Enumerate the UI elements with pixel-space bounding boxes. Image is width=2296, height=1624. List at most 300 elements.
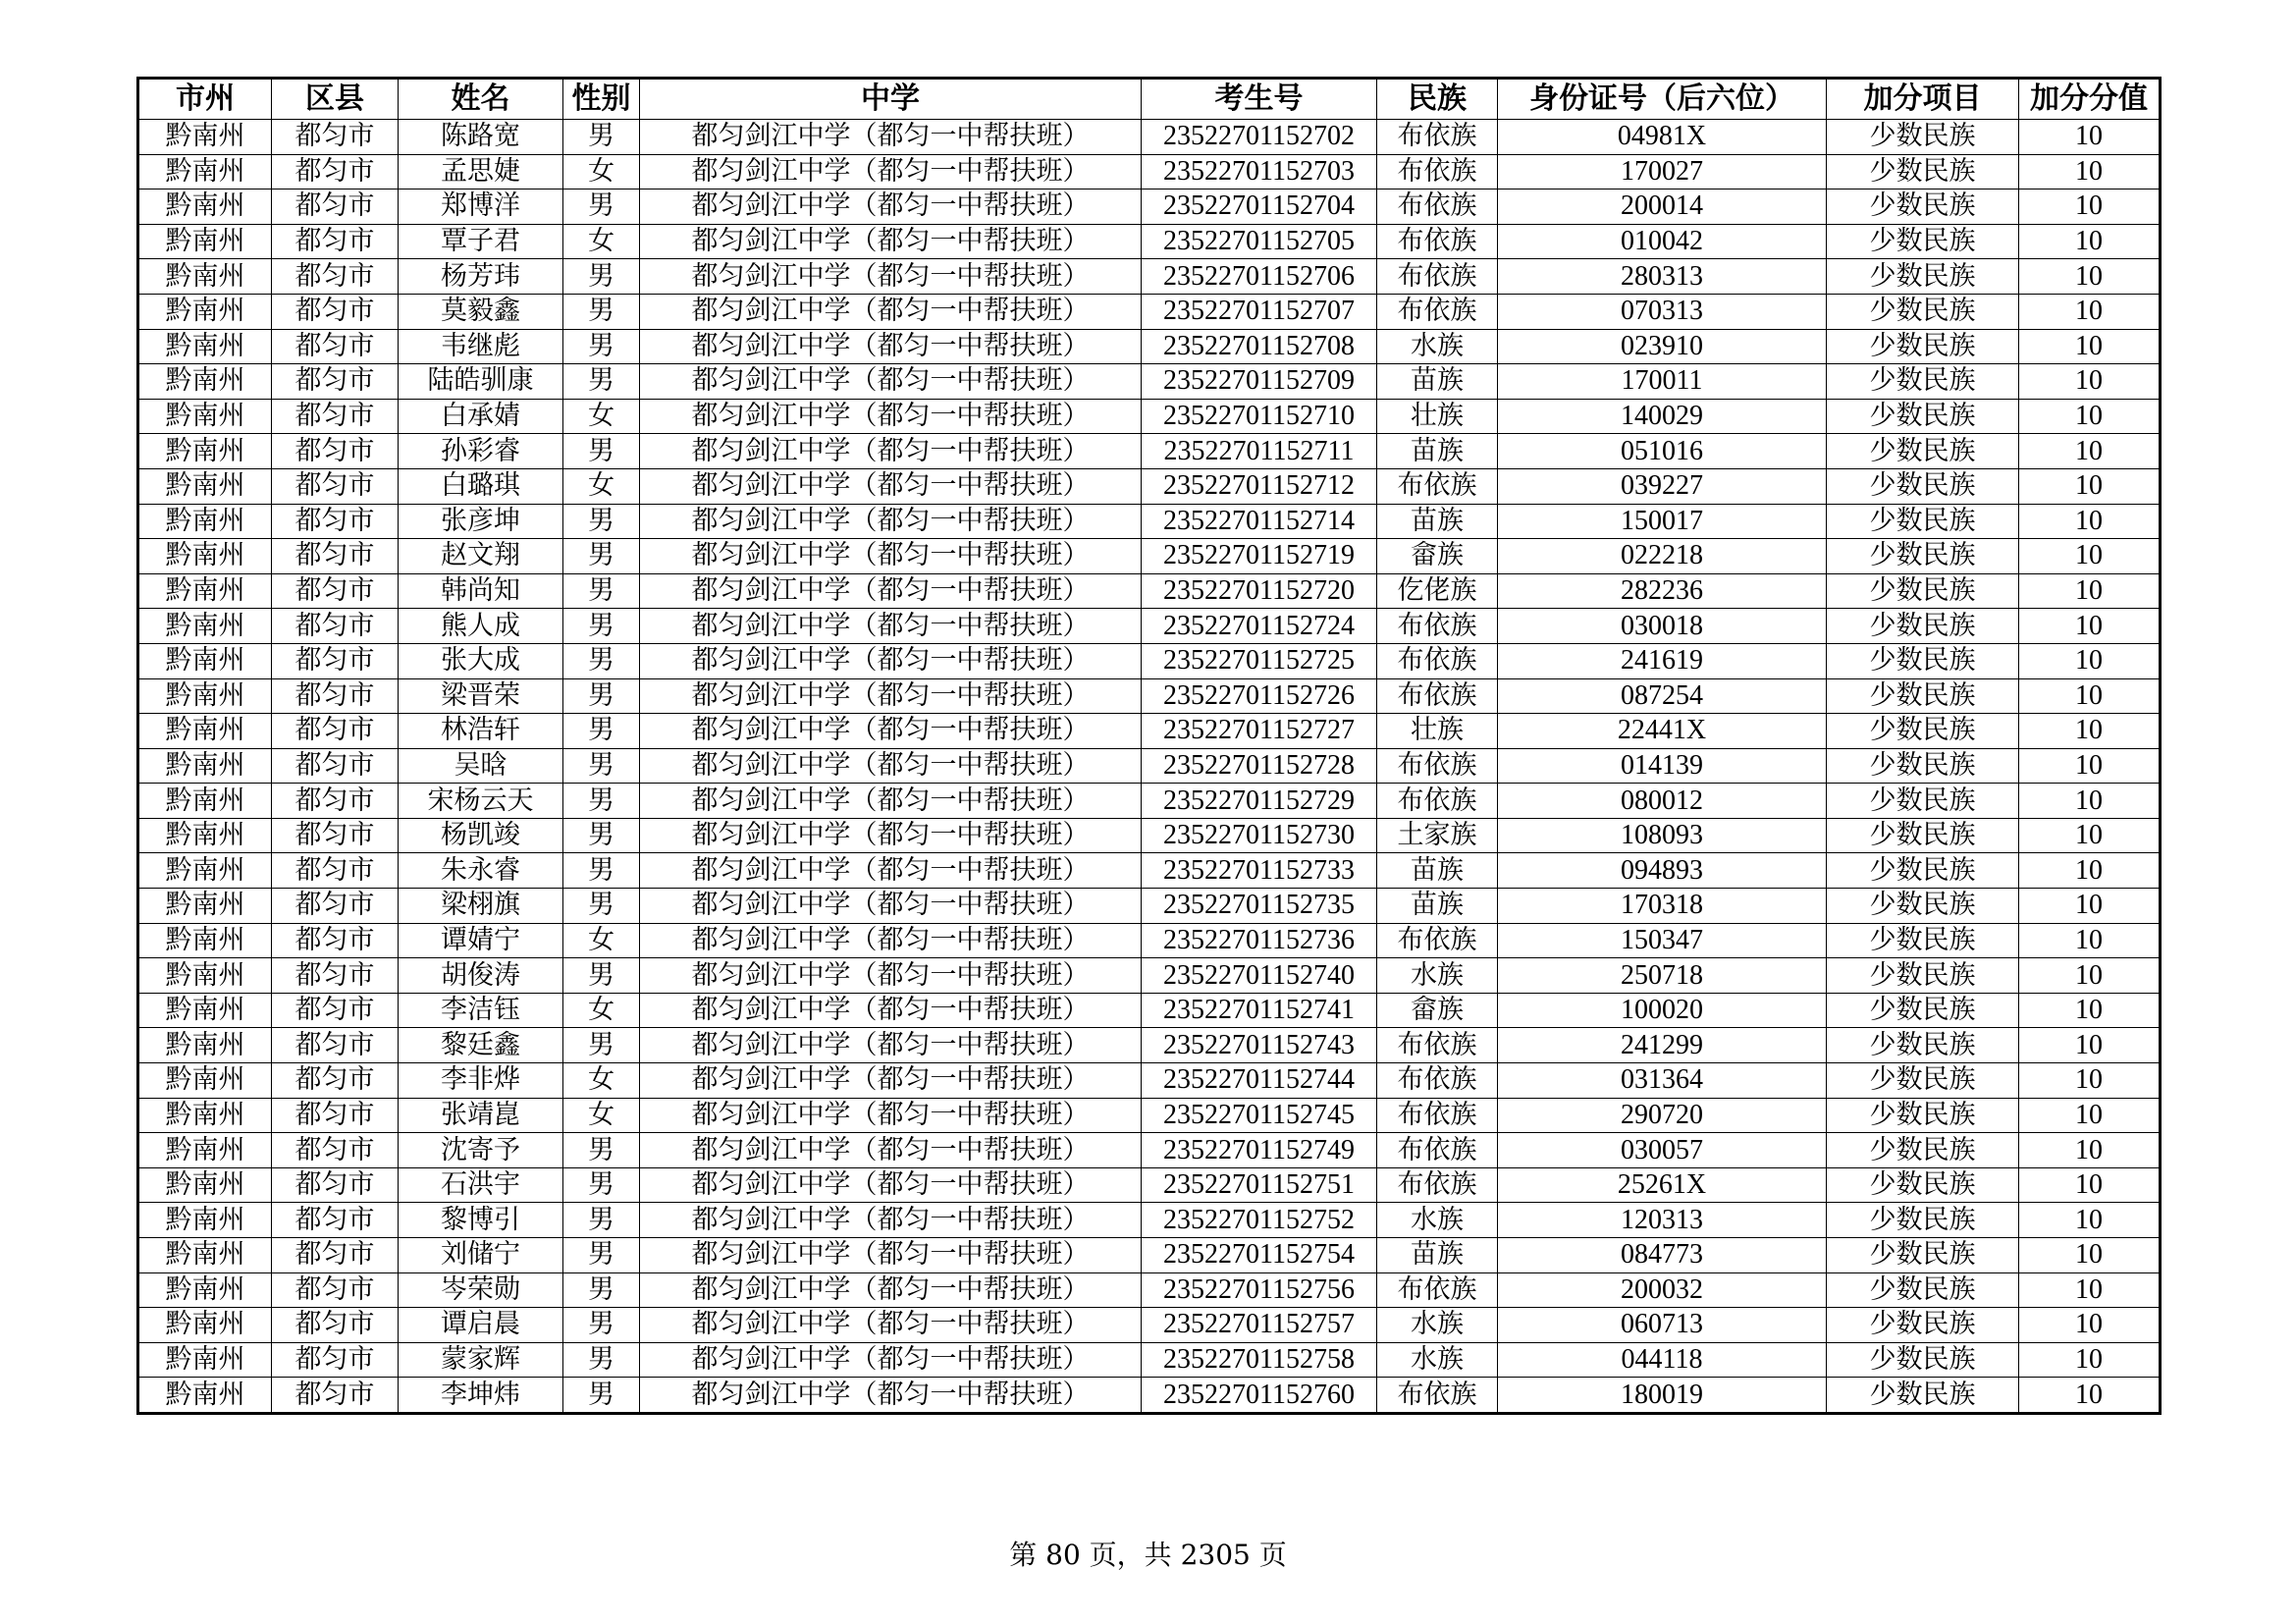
cell-name: 张大成 — [399, 643, 563, 678]
cell-ethnicity: 畲族 — [1377, 993, 1498, 1028]
cell-id-suffix: 010042 — [1498, 224, 1827, 259]
cell-bonus-item: 少数民族 — [1827, 678, 2019, 714]
cell-id-suffix: 030057 — [1498, 1133, 1827, 1168]
cell-school: 都匀剑江中学（都匀一中帮扶班） — [640, 1167, 1142, 1203]
cell-school: 都匀剑江中学（都匀一中帮扶班） — [640, 958, 1142, 994]
cell-id-suffix: 200014 — [1498, 189, 1827, 225]
cell-bonus-item: 少数民族 — [1827, 1342, 2019, 1378]
cell-gender: 女 — [563, 399, 640, 434]
cell-exam-number: 23522701152724 — [1142, 609, 1377, 644]
table-row — [138, 923, 2161, 958]
cell-city: 黔南州 — [138, 539, 272, 574]
cell-bonus-item: 少数民族 — [1827, 923, 2019, 958]
cell-bonus-score: 10 — [2019, 1133, 2161, 1168]
cell-name: 覃子君 — [399, 224, 563, 259]
cell-bonus-score: 10 — [2019, 609, 2161, 644]
cell-gender: 男 — [563, 434, 640, 469]
cell-ethnicity: 布依族 — [1377, 154, 1498, 189]
cell-bonus-item: 少数民族 — [1827, 399, 2019, 434]
cell-school: 都匀剑江中学（都匀一中帮扶班） — [640, 1238, 1142, 1273]
cell-city: 黔南州 — [138, 678, 272, 714]
cell-exam-number: 23522701152727 — [1142, 714, 1377, 749]
table-row — [138, 189, 2161, 225]
cell-exam-number: 23522701152754 — [1142, 1238, 1377, 1273]
cell-bonus-item: 少数民族 — [1827, 853, 2019, 889]
table-row — [138, 294, 2161, 329]
cell-gender: 女 — [563, 224, 640, 259]
cell-gender: 男 — [563, 748, 640, 784]
cell-exam-number: 23522701152752 — [1142, 1203, 1377, 1238]
cell-id-suffix: 070313 — [1498, 294, 1827, 329]
cell-ethnicity: 苗族 — [1377, 364, 1498, 400]
cell-school: 都匀剑江中学（都匀一中帮扶班） — [640, 818, 1142, 853]
cell-bonus-score: 10 — [2019, 853, 2161, 889]
cell-bonus-item: 少数民族 — [1827, 609, 2019, 644]
cell-ethnicity: 壮族 — [1377, 399, 1498, 434]
cell-bonus-score: 10 — [2019, 573, 2161, 609]
cell-gender: 男 — [563, 784, 640, 819]
cell-id-suffix: 22441X — [1498, 714, 1827, 749]
cell-bonus-score: 10 — [2019, 1098, 2161, 1133]
cell-bonus-item: 少数民族 — [1827, 784, 2019, 819]
cell-bonus-item: 少数民族 — [1827, 154, 2019, 189]
cell-ethnicity: 苗族 — [1377, 434, 1498, 469]
cell-bonus-item: 少数民族 — [1827, 1203, 2019, 1238]
cell-gender: 男 — [563, 1238, 640, 1273]
cell-gender: 男 — [563, 818, 640, 853]
cell-ethnicity: 布依族 — [1377, 784, 1498, 819]
cell-bonus-item: 少数民族 — [1827, 468, 2019, 504]
cell-exam-number: 23522701152702 — [1142, 120, 1377, 155]
cell-bonus-item: 少数民族 — [1827, 329, 2019, 364]
cell-county: 都匀市 — [272, 853, 399, 889]
cell-id-suffix: 290720 — [1498, 1098, 1827, 1133]
cell-city: 黔南州 — [138, 224, 272, 259]
cell-gender: 男 — [563, 643, 640, 678]
cell-school: 都匀剑江中学（都匀一中帮扶班） — [640, 504, 1142, 539]
cell-bonus-score: 10 — [2019, 714, 2161, 749]
cell-bonus-item: 少数民族 — [1827, 818, 2019, 853]
cell-county: 都匀市 — [272, 468, 399, 504]
cell-city: 黔南州 — [138, 294, 272, 329]
cell-school: 都匀剑江中学（都匀一中帮扶班） — [640, 329, 1142, 364]
cell-county: 都匀市 — [272, 1133, 399, 1168]
cell-county: 都匀市 — [272, 154, 399, 189]
cell-gender: 男 — [563, 714, 640, 749]
cell-county: 都匀市 — [272, 1098, 399, 1133]
cell-id-suffix: 022218 — [1498, 539, 1827, 574]
cell-school: 都匀剑江中学（都匀一中帮扶班） — [640, 573, 1142, 609]
cell-city: 黔南州 — [138, 714, 272, 749]
table-row — [138, 889, 2161, 924]
cell-bonus-item: 少数民族 — [1827, 434, 2019, 469]
cell-ethnicity: 布依族 — [1377, 189, 1498, 225]
cell-name: 蒙家辉 — [399, 1342, 563, 1378]
cell-name: 刘储宁 — [399, 1238, 563, 1273]
cell-name: 吴晗 — [399, 748, 563, 784]
cell-id-suffix: 280313 — [1498, 259, 1827, 295]
cell-name: 白承婧 — [399, 399, 563, 434]
cell-ethnicity: 布依族 — [1377, 120, 1498, 155]
cell-city: 黔南州 — [138, 1378, 272, 1414]
cell-school: 都匀剑江中学（都匀一中帮扶班） — [640, 714, 1142, 749]
cell-city: 黔南州 — [138, 1272, 272, 1308]
cell-city: 黔南州 — [138, 1342, 272, 1378]
cell-gender: 男 — [563, 958, 640, 994]
cell-bonus-item: 少数民族 — [1827, 1272, 2019, 1308]
cell-school: 都匀剑江中学（都匀一中帮扶班） — [640, 434, 1142, 469]
header-id-suffix: 身份证号（后六位） — [1498, 79, 1827, 120]
cell-county: 都匀市 — [272, 678, 399, 714]
cell-ethnicity: 苗族 — [1377, 853, 1498, 889]
cell-exam-number: 23522701152705 — [1142, 224, 1377, 259]
table-row — [138, 1272, 2161, 1308]
cell-county: 都匀市 — [272, 259, 399, 295]
cell-school: 都匀剑江中学（都匀一中帮扶班） — [640, 784, 1142, 819]
cell-city: 黔南州 — [138, 189, 272, 225]
cell-school: 都匀剑江中学（都匀一中帮扶班） — [640, 1028, 1142, 1063]
cell-id-suffix: 150017 — [1498, 504, 1827, 539]
cell-id-suffix: 084773 — [1498, 1238, 1827, 1273]
cell-bonus-item: 少数民族 — [1827, 958, 2019, 994]
cell-city: 黔南州 — [138, 1167, 272, 1203]
cell-school: 都匀剑江中学（都匀一中帮扶班） — [640, 294, 1142, 329]
cell-id-suffix: 170027 — [1498, 154, 1827, 189]
table-row — [138, 993, 2161, 1028]
header-row — [138, 79, 2161, 120]
cell-exam-number: 23522701152733 — [1142, 853, 1377, 889]
cell-bonus-score: 10 — [2019, 259, 2161, 295]
cell-bonus-score: 10 — [2019, 818, 2161, 853]
cell-gender: 男 — [563, 678, 640, 714]
cell-gender: 女 — [563, 1098, 640, 1133]
cell-id-suffix: 060713 — [1498, 1308, 1827, 1343]
cell-id-suffix: 04981X — [1498, 120, 1827, 155]
cell-id-suffix: 241299 — [1498, 1028, 1827, 1063]
cell-exam-number: 23522701152743 — [1142, 1028, 1377, 1063]
cell-bonus-score: 10 — [2019, 889, 2161, 924]
cell-bonus-score: 10 — [2019, 958, 2161, 994]
cell-bonus-score: 10 — [2019, 1203, 2161, 1238]
cell-city: 黔南州 — [138, 1133, 272, 1168]
cell-county: 都匀市 — [272, 364, 399, 400]
header-city: 市州 — [138, 79, 272, 120]
cell-exam-number: 23522701152720 — [1142, 573, 1377, 609]
cell-bonus-item: 少数民族 — [1827, 1063, 2019, 1099]
cell-bonus-score: 10 — [2019, 643, 2161, 678]
cell-ethnicity: 畲族 — [1377, 539, 1498, 574]
cell-county: 都匀市 — [272, 1063, 399, 1099]
cell-id-suffix: 282236 — [1498, 573, 1827, 609]
header-school: 中学 — [640, 79, 1142, 120]
cell-bonus-score: 10 — [2019, 1028, 2161, 1063]
cell-bonus-score: 10 — [2019, 224, 2161, 259]
cell-id-suffix: 108093 — [1498, 818, 1827, 853]
cell-name: 熊人成 — [399, 609, 563, 644]
table-row — [138, 468, 2161, 504]
cell-ethnicity: 布依族 — [1377, 1378, 1498, 1414]
cell-ethnicity: 壮族 — [1377, 714, 1498, 749]
cell-county: 都匀市 — [272, 504, 399, 539]
cell-gender: 男 — [563, 294, 640, 329]
cell-county: 都匀市 — [272, 1272, 399, 1308]
cell-gender: 男 — [563, 889, 640, 924]
table-row — [138, 1238, 2161, 1273]
cell-county: 都匀市 — [272, 399, 399, 434]
cell-county: 都匀市 — [272, 958, 399, 994]
cell-id-suffix: 170318 — [1498, 889, 1827, 924]
cell-school: 都匀剑江中学（都匀一中帮扶班） — [640, 539, 1142, 574]
cell-school: 都匀剑江中学（都匀一中帮扶班） — [640, 1272, 1142, 1308]
cell-ethnicity: 布依族 — [1377, 1063, 1498, 1099]
cell-county: 都匀市 — [272, 1378, 399, 1414]
cell-name: 孙彩睿 — [399, 434, 563, 469]
cell-county: 都匀市 — [272, 1342, 399, 1378]
cell-city: 黔南州 — [138, 364, 272, 400]
cell-gender: 男 — [563, 539, 640, 574]
cell-county: 都匀市 — [272, 1238, 399, 1273]
table-row — [138, 434, 2161, 469]
cell-ethnicity: 布依族 — [1377, 609, 1498, 644]
cell-name: 孟思婕 — [399, 154, 563, 189]
header-ethnicity: 民族 — [1377, 79, 1498, 120]
cell-school: 都匀剑江中学（都匀一中帮扶班） — [640, 259, 1142, 295]
cell-bonus-score: 10 — [2019, 993, 2161, 1028]
cell-id-suffix: 241619 — [1498, 643, 1827, 678]
table-row — [138, 1167, 2161, 1203]
cell-school: 都匀剑江中学（都匀一中帮扶班） — [640, 120, 1142, 155]
cell-gender: 男 — [563, 259, 640, 295]
cell-bonus-score: 10 — [2019, 1272, 2161, 1308]
cell-exam-number: 23522701152751 — [1142, 1167, 1377, 1203]
cell-bonus-item: 少数民族 — [1827, 714, 2019, 749]
cell-exam-number: 23522701152708 — [1142, 329, 1377, 364]
table-row — [138, 1028, 2161, 1063]
cell-exam-number: 23522701152728 — [1142, 748, 1377, 784]
cell-city: 黔南州 — [138, 504, 272, 539]
cell-gender: 男 — [563, 609, 640, 644]
cell-bonus-item: 少数民族 — [1827, 259, 2019, 295]
cell-id-suffix: 039227 — [1498, 468, 1827, 504]
cell-exam-number: 23522701152730 — [1142, 818, 1377, 853]
cell-bonus-item: 少数民族 — [1827, 189, 2019, 225]
cell-bonus-score: 10 — [2019, 329, 2161, 364]
cell-school: 都匀剑江中学（都匀一中帮扶班） — [640, 399, 1142, 434]
cell-bonus-item: 少数民族 — [1827, 1028, 2019, 1063]
cell-name: 白璐琪 — [399, 468, 563, 504]
cell-id-suffix: 023910 — [1498, 329, 1827, 364]
cell-gender: 男 — [563, 853, 640, 889]
cell-id-suffix: 120313 — [1498, 1203, 1827, 1238]
table-row — [138, 1203, 2161, 1238]
cell-ethnicity: 布依族 — [1377, 1028, 1498, 1063]
cell-ethnicity: 布依族 — [1377, 259, 1498, 295]
cell-id-suffix: 087254 — [1498, 678, 1827, 714]
cell-id-suffix: 140029 — [1498, 399, 1827, 434]
table-row — [138, 678, 2161, 714]
cell-bonus-score: 10 — [2019, 748, 2161, 784]
cell-city: 黔南州 — [138, 329, 272, 364]
cell-ethnicity: 水族 — [1377, 1203, 1498, 1238]
cell-bonus-score: 10 — [2019, 1238, 2161, 1273]
cell-id-suffix: 150347 — [1498, 923, 1827, 958]
cell-gender: 男 — [563, 1272, 640, 1308]
cell-city: 黔南州 — [138, 399, 272, 434]
cell-exam-number: 23522701152719 — [1142, 539, 1377, 574]
cell-ethnicity: 水族 — [1377, 958, 1498, 994]
cell-gender: 男 — [563, 120, 640, 155]
cell-city: 黔南州 — [138, 468, 272, 504]
cell-school: 都匀剑江中学（都匀一中帮扶班） — [640, 853, 1142, 889]
cell-id-suffix: 100020 — [1498, 993, 1827, 1028]
cell-id-suffix: 25261X — [1498, 1167, 1827, 1203]
cell-bonus-score: 10 — [2019, 1167, 2161, 1203]
cell-exam-number: 23522701152703 — [1142, 154, 1377, 189]
header-county: 区县 — [272, 79, 399, 120]
cell-city: 黔南州 — [138, 784, 272, 819]
cell-gender: 男 — [563, 1378, 640, 1414]
cell-ethnicity: 布依族 — [1377, 468, 1498, 504]
cell-school: 都匀剑江中学（都匀一中帮扶班） — [640, 1203, 1142, 1238]
table-row — [138, 853, 2161, 889]
cell-city: 黔南州 — [138, 120, 272, 155]
cell-id-suffix: 180019 — [1498, 1378, 1827, 1414]
table-row — [138, 748, 2161, 784]
header-name: 姓名 — [399, 79, 563, 120]
cell-county: 都匀市 — [272, 224, 399, 259]
cell-gender: 男 — [563, 1167, 640, 1203]
cell-county: 都匀市 — [272, 539, 399, 574]
cell-ethnicity: 布依族 — [1377, 748, 1498, 784]
cell-bonus-item: 少数民族 — [1827, 504, 2019, 539]
cell-school: 都匀剑江中学（都匀一中帮扶班） — [640, 889, 1142, 924]
header-bonus-item: 加分项目 — [1827, 79, 2019, 120]
cell-gender: 男 — [563, 1133, 640, 1168]
cell-name: 陈路宽 — [399, 120, 563, 155]
cell-bonus-item: 少数民族 — [1827, 1133, 2019, 1168]
cell-name: 黎博引 — [399, 1203, 563, 1238]
cell-bonus-item: 少数民族 — [1827, 539, 2019, 574]
cell-name: 张彦坤 — [399, 504, 563, 539]
cell-name: 沈寄予 — [399, 1133, 563, 1168]
cell-school: 都匀剑江中学（都匀一中帮扶班） — [640, 468, 1142, 504]
table-row — [138, 329, 2161, 364]
cell-county: 都匀市 — [272, 748, 399, 784]
cell-bonus-score: 10 — [2019, 154, 2161, 189]
cell-name: 韦继彪 — [399, 329, 563, 364]
cell-school: 都匀剑江中学（都匀一中帮扶班） — [640, 748, 1142, 784]
cell-ethnicity: 苗族 — [1377, 504, 1498, 539]
cell-city: 黔南州 — [138, 434, 272, 469]
cell-city: 黔南州 — [138, 1203, 272, 1238]
cell-county: 都匀市 — [272, 1308, 399, 1343]
cell-school: 都匀剑江中学（都匀一中帮扶班） — [640, 154, 1142, 189]
cell-exam-number: 23522701152726 — [1142, 678, 1377, 714]
cell-gender: 男 — [563, 573, 640, 609]
cell-name: 胡俊涛 — [399, 958, 563, 994]
cell-bonus-item: 少数民族 — [1827, 573, 2019, 609]
cell-school: 都匀剑江中学（都匀一中帮扶班） — [640, 1133, 1142, 1168]
cell-bonus-item: 少数民族 — [1827, 889, 2019, 924]
cell-exam-number: 23522701152710 — [1142, 399, 1377, 434]
cell-city: 黔南州 — [138, 259, 272, 295]
cell-name: 梁晋荣 — [399, 678, 563, 714]
cell-bonus-item: 少数民族 — [1827, 294, 2019, 329]
cell-bonus-score: 10 — [2019, 784, 2161, 819]
cell-name: 李坤炜 — [399, 1378, 563, 1414]
cell-bonus-score: 10 — [2019, 1308, 2161, 1343]
cell-exam-number: 23522701152714 — [1142, 504, 1377, 539]
cell-gender: 男 — [563, 1308, 640, 1343]
cell-name: 韩尚知 — [399, 573, 563, 609]
cell-county: 都匀市 — [272, 1028, 399, 1063]
cell-bonus-score: 10 — [2019, 923, 2161, 958]
cell-bonus-score: 10 — [2019, 539, 2161, 574]
table-body — [138, 120, 2161, 1414]
table-row — [138, 1098, 2161, 1133]
cell-exam-number: 23522701152741 — [1142, 993, 1377, 1028]
cell-school: 都匀剑江中学（都匀一中帮扶班） — [640, 643, 1142, 678]
table-row — [138, 154, 2161, 189]
cell-id-suffix: 031364 — [1498, 1063, 1827, 1099]
table-row — [138, 1133, 2161, 1168]
cell-id-suffix: 094893 — [1498, 853, 1827, 889]
cell-school: 都匀剑江中学（都匀一中帮扶班） — [640, 189, 1142, 225]
cell-ethnicity: 水族 — [1377, 329, 1498, 364]
table-row — [138, 1308, 2161, 1343]
cell-city: 黔南州 — [138, 818, 272, 853]
cell-gender: 男 — [563, 329, 640, 364]
cell-name: 莫毅鑫 — [399, 294, 563, 329]
cell-bonus-score: 10 — [2019, 1342, 2161, 1378]
cell-gender: 女 — [563, 468, 640, 504]
cell-exam-number: 23522701152757 — [1142, 1308, 1377, 1343]
cell-name: 石洪宇 — [399, 1167, 563, 1203]
cell-city: 黔南州 — [138, 154, 272, 189]
cell-ethnicity: 土家族 — [1377, 818, 1498, 853]
cell-name: 李非烨 — [399, 1063, 563, 1099]
cell-id-suffix: 080012 — [1498, 784, 1827, 819]
cell-ethnicity: 仡佬族 — [1377, 573, 1498, 609]
cell-name: 朱永睿 — [399, 853, 563, 889]
table-row — [138, 399, 2161, 434]
cell-county: 都匀市 — [272, 609, 399, 644]
table-row — [138, 958, 2161, 994]
table-row — [138, 573, 2161, 609]
table-row — [138, 1063, 2161, 1099]
candidate-bonus-table — [136, 77, 2162, 1415]
cell-name: 李洁钰 — [399, 993, 563, 1028]
cell-ethnicity: 苗族 — [1377, 1238, 1498, 1273]
cell-bonus-score: 10 — [2019, 1063, 2161, 1099]
cell-county: 都匀市 — [272, 784, 399, 819]
cell-ethnicity: 布依族 — [1377, 1167, 1498, 1203]
cell-id-suffix: 250718 — [1498, 958, 1827, 994]
cell-school: 都匀剑江中学（都匀一中帮扶班） — [640, 1098, 1142, 1133]
cell-gender: 女 — [563, 923, 640, 958]
cell-exam-number: 23522701152744 — [1142, 1063, 1377, 1099]
cell-exam-number: 23522701152709 — [1142, 364, 1377, 400]
cell-county: 都匀市 — [272, 714, 399, 749]
cell-id-suffix: 051016 — [1498, 434, 1827, 469]
cell-bonus-item: 少数民族 — [1827, 120, 2019, 155]
cell-school: 都匀剑江中学（都匀一中帮扶班） — [640, 678, 1142, 714]
cell-bonus-item: 少数民族 — [1827, 1308, 2019, 1343]
cell-name: 宋杨云天 — [399, 784, 563, 819]
cell-city: 黔南州 — [138, 643, 272, 678]
cell-exam-number: 23522701152736 — [1142, 923, 1377, 958]
cell-county: 都匀市 — [272, 573, 399, 609]
